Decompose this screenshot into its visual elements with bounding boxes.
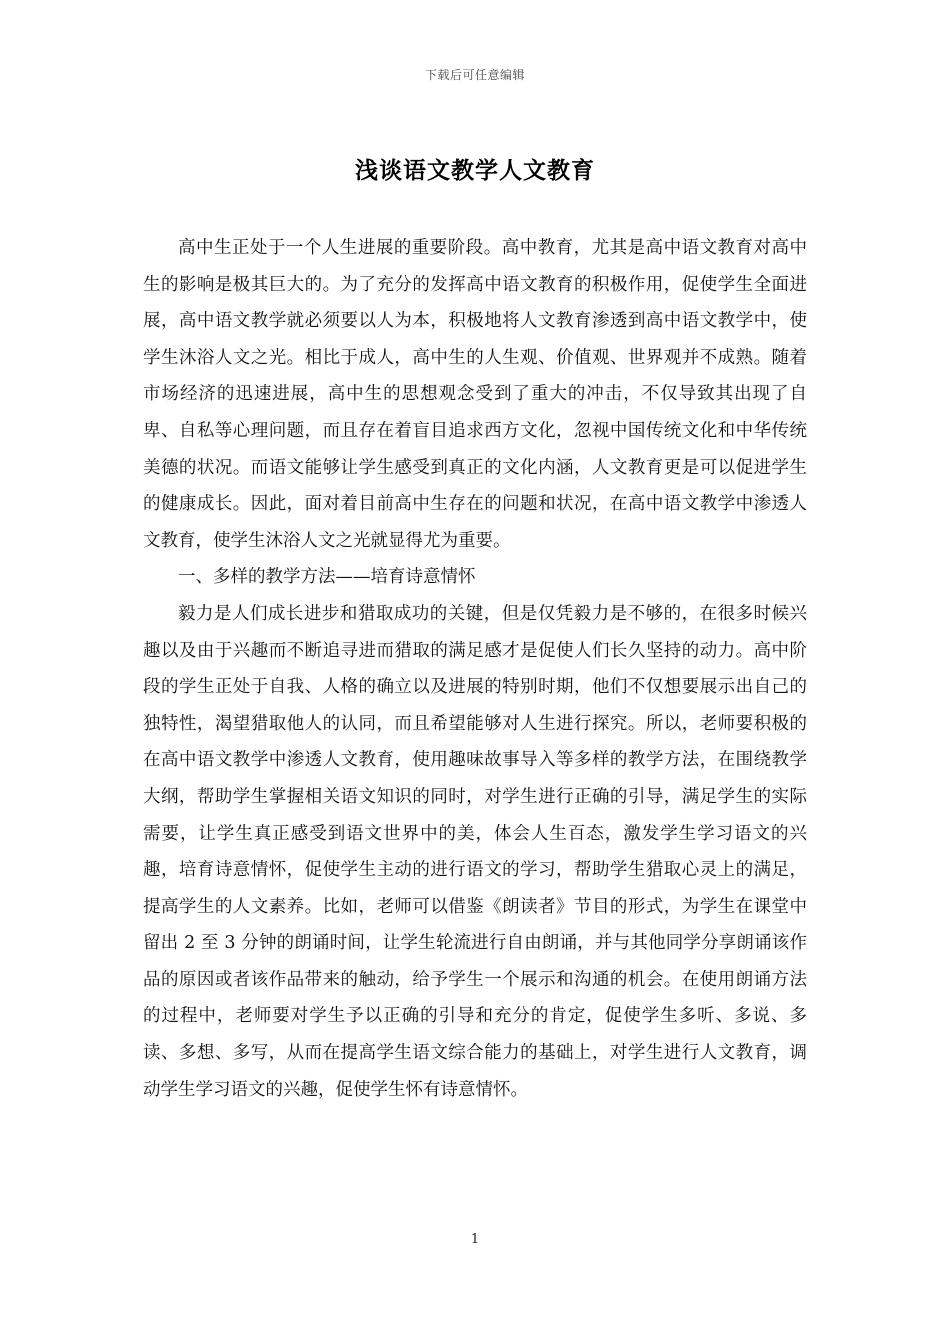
body-paragraph: 高中生正处于一个人生进展的重要阶段。高中教育，尤其是高中语文教育对高中生的影响是极其巨大的。为了充分的发挥高中语文教育的积极作用，促使学生全面进展，高中语文教学就必须要以人为本，积极地将人文教育渗透到高中语文教学中，使学生沐浴人文之光。相比于成人，高中生的人生观、价值观、世界观并不成熟。随着市场经济的迅速进展，高中生的思想观念受到了重大的冲击，不仅导致其出现了自卑、自私等心理问题，而且存在着盲目追求西方文化，忽视中国传统文化和中华传统美德的状况。而语文能够让学生感受到真正的文化内涵，人文教育更是可以促进学生的健康成长。因此，面对着目前高中生存在的问题和状况，在高中语文教学中渗透人文教育，使学生沐浴人文之光就显得尤为重要。: [143, 238, 807, 551]
page-number: 1: [470, 1232, 480, 1247]
section-heading: 一、多样的教学方法——培育诗意情怀: [178, 567, 476, 588]
body-paragraph: 毅力是人们成长进步和猎取成功的关键，但是仅凭毅力是不够的，在很多时候兴趣以及由于兴趣而不断追寻进而猎取的满足感才是促使人们长久坚持的动力。高中阶段的学生正处于自我、人格的确立以及进展的特别时期，他们不仅想要展示出自己的独特性，渴望猎取他人的认同，而且希望能够对人生进行探究。所以，老师要积极的在高中语文教学中渗透人文教育，使用趣味故事导入等多样的教学方法，在围绕教学大纲，帮助学生掌握相关语文知识的同时，对学生进行正确的引导，满足学生的实际需要，让学生真正感受到语文世界中的美，体会人生百态，激发学生学习语文的兴趣，培育诗意情怀，促使学生主动的进行语文的学习，帮助学生猎取心灵上的满足，提高学生的人文素养。比如，老师可以借鉴《朗读者》节目的形式，为学生在课堂中留出 2 至 3 分钟的朗诵时间，让学生轮流进行自由朗诵，并与其他同学分享朗诵该作品的原因或者该作品带来的触动，给予学生一个展示和沟通的机会。在使用朗诵方法的过程中，老师要对学生予以正确的引导和充分的肯定，促使学生多听、多说、多读、多想、多写，从而在提高学生语文综合能力的基础上，对学生进行人文教育，调动学生学习语文的兴趣，促使学生怀有诗意情怀。: [143, 603, 807, 1100]
document-title: 浅谈语文教学人文教育: [355, 157, 595, 184]
header-note: 下载后可任意编辑: [424, 68, 525, 82]
document-body: [143, 230, 807, 1108]
